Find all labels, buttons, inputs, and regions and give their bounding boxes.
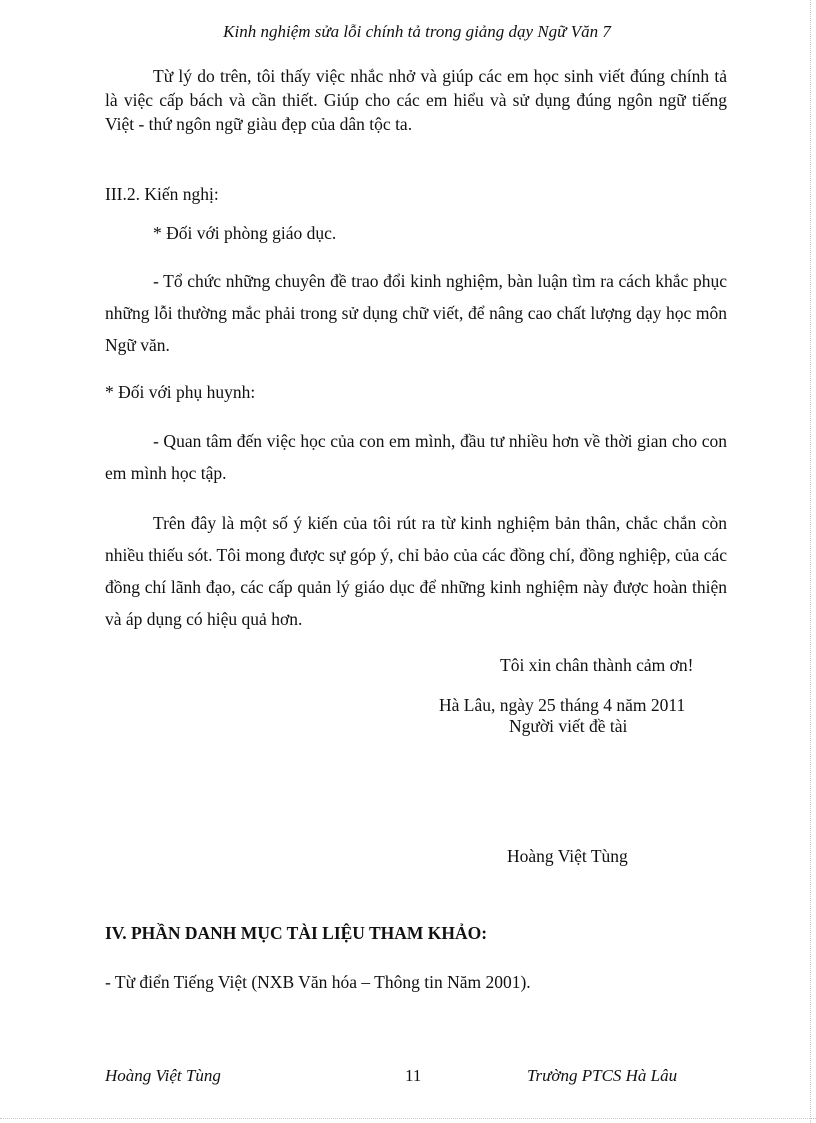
paragraph-education-office: - Tổ chức những chuyên đề trao đổi kinh nghiệm, bàn luận tìm ra cách khắc phục những lỗi thường mắc phải trong sử dụng chữ viết, để nâng cao chất lượng dạy học môn Ngữ văn.: [105, 271, 727, 355]
footer-school: Trường PTCS Hà Lâu: [527, 1066, 678, 1085]
signature-thanks: Tôi xin chân thành cảm ơn!: [500, 655, 694, 675]
signature-name: Hoàng Việt Tùng: [507, 846, 628, 866]
signature-role: Người viết đề tài: [509, 716, 628, 736]
signature-place-date: Hà Lâu, ngày 25 tháng 4 năm 2011: [439, 695, 686, 715]
page-header-title: Kinh nghiệm sửa lỗi chính tả trong giảng dạy Ngữ Văn 7: [223, 22, 611, 41]
reference-item: - Từ điển Tiếng Việt (NXB Văn hóa – Thông tin Năm 2001).: [105, 972, 531, 992]
references-heading: IV. PHẦN DANH MỤC TÀI LIỆU THAM KHẢO:: [105, 923, 488, 943]
paragraph-closing: Trên đây là một số ý kiến của tôi rút ra từ kinh nghiệm bản thân, chắc chắn còn nhiều thiếu sót. Tôi mong được sự góp ý, chỉ bảo của các đồng chí, đồng nghiệp, của các đồng chí lãnh đạo, các cấp quản lý giáo dục để những kinh nghiệm này được hoàn thiện và áp dụng có hiệu quả hơn.: [105, 513, 727, 629]
paragraph-parents: - Quan tâm đến việc học của con em mình, đầu tư nhiều hơn về thời gian cho con em mình học tập.: [105, 431, 727, 483]
page-edge-bottom-border: [0, 1118, 816, 1119]
footer-author: Hoàng Việt Tùng: [105, 1066, 221, 1085]
section-heading-recommendations: III.2. Kiến nghị:: [105, 184, 219, 204]
sub-heading-education-office: * Đối với phòng giáo dục.: [153, 223, 337, 243]
page-edge-right-border: [810, 0, 811, 1123]
footer-page-number: 11: [405, 1066, 422, 1085]
paragraph-intro: Từ lý do trên, tôi thấy việc nhắc nhở và giúp các em học sinh viết đúng chính tả là việc cấp bách và cần thiết. Giúp cho các em hiểu và sử dụng đúng ngôn ngữ tiếng Việt - thứ ngôn ngữ giàu đẹp của dân tộc ta.: [105, 66, 727, 134]
sub-heading-parents: * Đối với phụ huynh:: [105, 382, 256, 402]
